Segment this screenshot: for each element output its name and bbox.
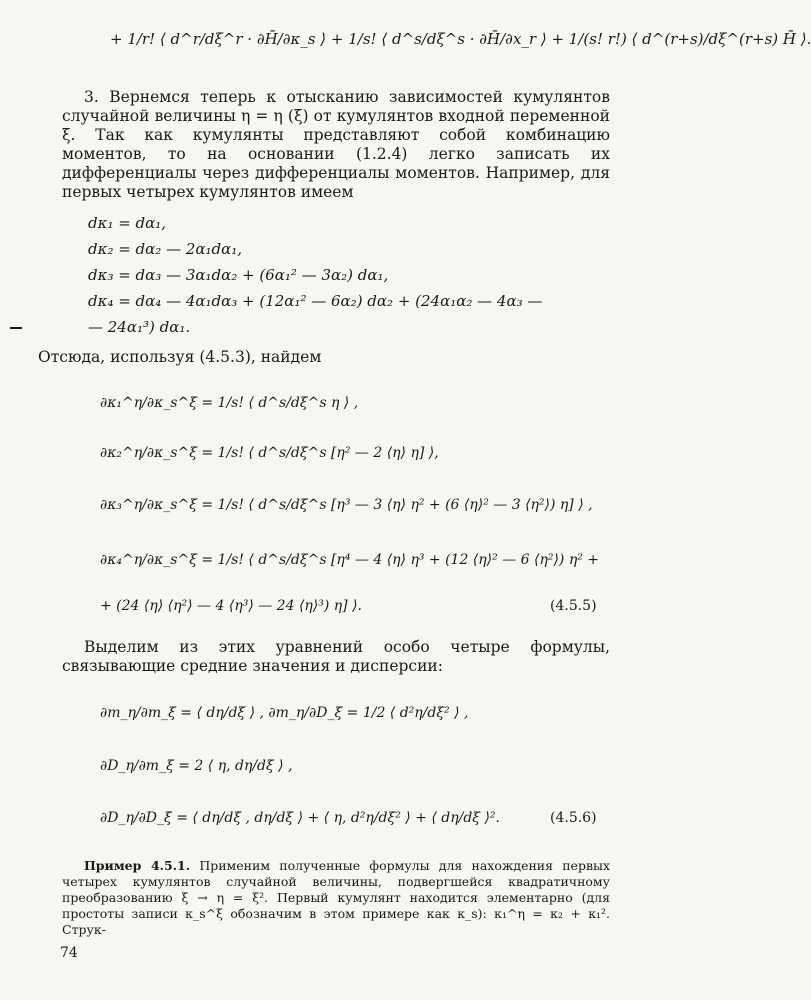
equation-dk1-text: dκ₁ = dα₁,	[88, 214, 167, 232]
equation-dk2-text: dκ₂ = dα₂ — 2α₁dα₁,	[88, 240, 243, 258]
equation-number-455: (4.5.5)	[550, 598, 597, 614]
equation-m2-text: ∂D_η/∂m_ξ = 2 ⟨ η, dη/dξ ⟩ ,	[100, 758, 293, 774]
example-block	[62, 858, 610, 938]
paragraph-vydelim	[62, 638, 610, 676]
margin-dash	[10, 327, 22, 329]
equation-m2	[100, 758, 293, 774]
equation-k4	[100, 552, 599, 568]
equation-k4-cont	[100, 598, 362, 614]
equation-dk3-text: dκ₃ = dα₃ — 3α₁dα₂ + (6α₁² — 3α₂) dα₁,	[88, 266, 389, 284]
equation-dk4-text: dκ₄ = dα₄ — 4α₁dα₃ + (12α₁² — 6α₂) dα₂ + (24α₁α₂ — 4α₃ —	[88, 292, 543, 310]
equation-number-456: (4.5.6)	[550, 810, 597, 826]
equation-k1-text: ∂κ₁^η/∂κ_s^ξ = 1/s! ⟨ d^s/dξ^s η ⟩ ,	[100, 395, 359, 411]
equation-top-text: + 1/r! ⟨ d^r/dξ^r · ∂H̄/∂κ_s ⟩ + 1/s! ⟨ d^s/dξ^s · ∂H̄/∂x_r ⟩ + 1/(s! r!) ⟨ d^(r+s)/dξ^(r+s) H̄ ⟩.	[110, 30, 811, 48]
equation-k4-text: ∂κ₄^η/∂κ_s^ξ = 1/s! ⟨ d^s/dξ^s [η⁴ — 4 ⟨η⟩ η³ + (12 ⟨η⟩² — 6 ⟨η²⟩) η² +	[100, 552, 600, 568]
equation-dk3	[88, 266, 388, 284]
equation-dk1	[88, 214, 166, 232]
paragraph-3	[62, 88, 610, 202]
page-number: 74	[60, 945, 78, 961]
equation-m3-text: ∂D_η/∂D_ξ = ⟨ dη/dξ , dη/dξ ⟩ + ⟨ η, d²η/dξ² ⟩ + ⟨ dη/dξ ⟩².	[100, 810, 500, 826]
equation-k2	[100, 445, 439, 461]
equation-dk4	[88, 292, 542, 310]
equation-dk2	[88, 240, 242, 258]
equation-top	[110, 30, 811, 48]
equation-m1-text: ∂m_η/∂m_ξ = ⟨ dη/dξ ⟩ , ∂m_η/∂D_ξ = 1/2 ⟨ d²η/dξ² ⟩ ,	[100, 705, 469, 721]
equation-m1	[100, 705, 468, 721]
paragraph-otsyuda	[38, 348, 586, 367]
equation-dk4-cont	[88, 318, 190, 336]
equation-k4-cont-text: + (24 ⟨η⟩ ⟨η²⟩ — 4 ⟨η³⟩ — 24 ⟨η⟩³) η] ⟩.	[100, 598, 362, 614]
equation-k3-text: ∂κ₃^η/∂κ_s^ξ = 1/s! ⟨ d^s/dξ^s [η³ — 3 ⟨η⟩ η² + (6 ⟨η⟩² — 3 ⟨η²⟩) η] ⟩ ,	[100, 497, 593, 513]
equation-dk4-cont-text: — 24α₁³) dα₁.	[88, 318, 191, 336]
equation-k2-text: ∂κ₂^η/∂κ_s^ξ = 1/s! ⟨ d^s/dξ^s [η² — 2 ⟨η⟩ η] ⟩,	[100, 445, 439, 461]
equation-k1	[100, 395, 358, 411]
paragraph-vydelim-text: Выделим из этих уравнений особо четыре формулы, связывающие средние значения и дисперсии:	[62, 638, 610, 675]
example-text: Применим полученные формулы для нахождения первых четырех кумулянтов случайной величины, подвергшейся квадратичному преобразованию ξ → η = ξ². Первый кумулянт находится элементарно (для простоты записи κ_s^ξ обозначим в этом примере как κ_s): κ₁^η = κ₂ + κ₁². Струк-	[62, 858, 610, 937]
equation-k3	[100, 497, 593, 513]
example-title: Пример 4.5.1.	[84, 858, 191, 873]
paragraph-3-text: 3. Вернемся теперь к отысканию зависимостей кумулянтов случайной величины η = η (ξ) от кумулянтов входной переменной ξ. Так как кумулянты представляют собой комбинацию моментов, то на основании (1.2.4) легко записать их дифференциалы через дифференциалы моментов. Например, для первых четырех кумулянтов имеем	[62, 88, 610, 201]
paragraph-otsyuda-text: Отсюда, используя (4.5.3), найдем	[38, 348, 322, 366]
equation-m3	[100, 810, 500, 826]
